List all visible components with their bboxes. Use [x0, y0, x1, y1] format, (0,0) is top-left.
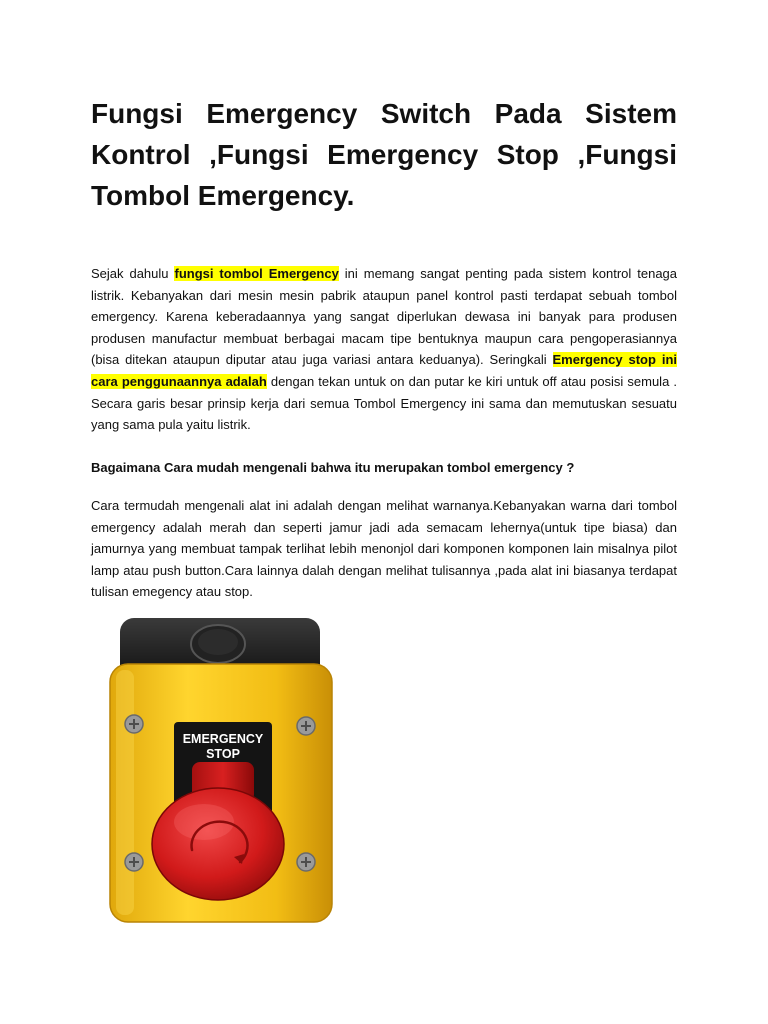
- red-mushroom-button: [152, 788, 284, 900]
- section-question: Bagaimana Cara mudah mengenali bahwa itu merupakan tombol emergency ?: [91, 460, 575, 475]
- emergency-stop-button-image: [100, 612, 340, 932]
- document-title: Fungsi Emergency Switch Pada Sistem Kontrol ,Fungsi Emergency Stop ,Fungsi Tombol Emergency.: [91, 98, 677, 211]
- answer-paragraph: Cara termudah mengenali alat ini adalah dengan melihat warnanya.Kebanyakan warna dari tombol emergency adalah merah dan seperti jamur jadi ada semacam lehernya(untuk tipe biasa) dan jamurnya yang membuat tampak terlihat lebih menonjol dari komponen komponen lain misalnya pilot lamp atau push button.Cara lainnya dalah dengan melihat tulisannya ,pada alat ini biasanya terdapat tulisan emegency atau stop.: [91, 498, 677, 600]
- label-text-stop: STOP: [206, 747, 240, 761]
- intro-text-start: Sejak dahulu: [91, 266, 175, 281]
- intro-text-end: dengan tekan untuk on dan putar ke kiri untuk off atau posisi semula . Secara garis besar prinsip kerja dari semua Tombol Emergency ini sama dan memutuskan sesuatu yang sama pula yaitu listrik.: [91, 373, 677, 433]
- label-text-emergency: EMERGENCY: [182, 732, 264, 746]
- highlight-emergency-stop: Emergency stop ini cara penggunaannya adalah: [91, 352, 678, 389]
- intro-paragraph: [91, 263, 677, 436]
- intro-text-middle: ini memang sangat penting pada sistem kontrol tenaga listrik. Kebanyakan dari mesin mesin pabrik ataupun panel kontrol pasti terdapat sebuah tombol emergency. Karena keberadaannya yang sangat diperlukan dewasa ini banyak para produsen produsen manufactur membuat berbagai macam tipe bentuknya maupun cara pengoperasiannya (bisa ditekan ataupun diputar atau juga variasi antara keduanya). Seringkali: [91, 266, 678, 368]
- highlight-fungsi-tombol: fungsi tombol Emergency: [174, 266, 339, 281]
